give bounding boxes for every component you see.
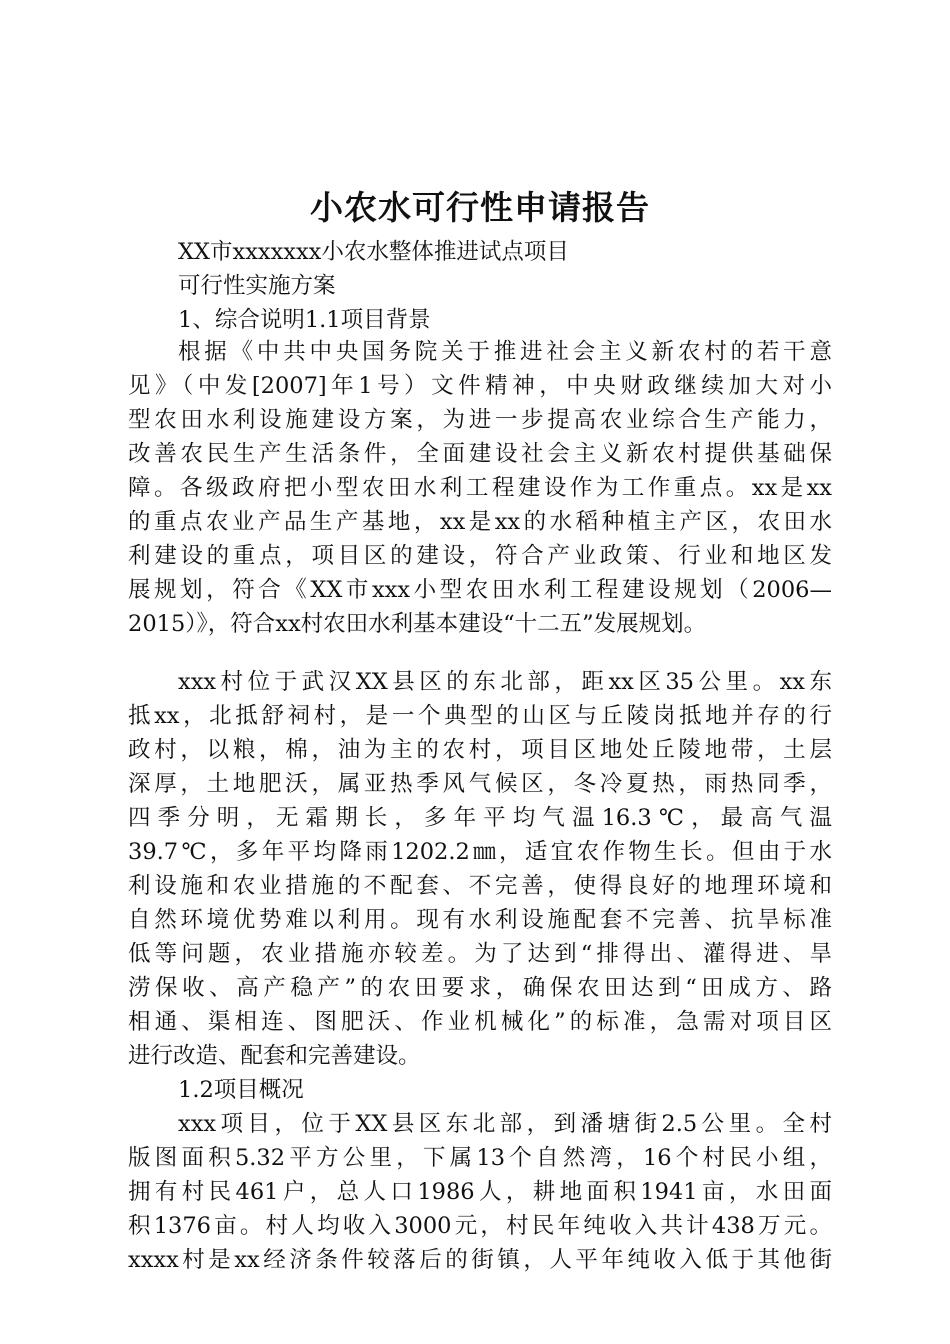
paragraph-line: 版图面积5.32平方公里，下属13个自然湾，16个村民小组， (128, 1145, 832, 1171)
paragraph-line: 的重点农业产品生产基地，xx是xx的水稻种植主产区，农田水 (128, 509, 832, 535)
paragraph-line: 展规划，符合《XX市xxx小型农田水利工程建设规划（2006— (128, 577, 832, 603)
paragraph-line: 根据《中共中央国务院关于推进社会主义新农村的若干意 (178, 339, 832, 365)
paragraph-line: 型农田水利设施建设方案，为进一步提高农业综合生产能力， (128, 407, 832, 433)
paragraph-line: 利设施和农业措施的不配套、不完善，使得良好的地理环境和 (128, 873, 832, 899)
paragraph-line: 见》（中发[2007]年1号）文件精神，中央财政继续加大对小 (128, 373, 832, 399)
paragraph-line: 39.7℃，多年平均降雨1202.2㎜，适宜农作物生长。但由于水 (128, 839, 832, 865)
paragraph-line: 自然环境优势难以利用。现有水利设施配套不完善、抗旱标准 (128, 907, 832, 933)
paragraph-line: 2015）》，符合xx村农田水利基本建设“十二五”发展规划。 (128, 611, 707, 637)
section-heading-1-2: 1.2项目概况 (178, 1077, 304, 1103)
paragraph-line: 障。各级政府把小型农田水利工程建设作为工作重点。xx是xx (128, 475, 832, 501)
paragraph-line: xxxx村是xx经济条件较落后的街镇，人平年纯收入低于其他街 (128, 1247, 832, 1273)
paragraph-line: 进行改造、配套和完善建设。 (128, 1043, 421, 1069)
paragraph-line: 利建设的重点，项目区的建设，符合产业政策、行业和地区发 (128, 543, 832, 569)
paragraph-line: 改善农民生产生活条件，全面建设社会主义新农村提供基础保 (128, 441, 832, 467)
paragraph-line: xxx项目，位于XX县区东北部，到潘塘街2.5公里。全村 (178, 1111, 832, 1137)
paragraph-line: 相通、渠相连、图肥沃、作业机械化”的标准，急需对项目区 (128, 1009, 832, 1035)
paragraph-line: 政村，以粮，棉，油为主的农村，项目区地处丘陵地带，土层 (128, 737, 832, 763)
paragraph-line: 低等问题，农业措施亦较差。为了达到“排得出、灌得进、旱 (128, 941, 832, 967)
section-heading-1-1: 1、综合说明1.1项目背景 (178, 307, 431, 333)
paragraph-line: 涝保收、高产稳产”的农田要求，确保农田达到“田成方、路 (128, 975, 832, 1001)
paragraph-line: 拥有村民461户，总人口1986人，耕地面积1941亩，水田面 (128, 1179, 832, 1205)
subtitle-project-name: XX市xxxxxxx小农水整体推进试点项目 (178, 239, 569, 265)
paragraph-line: 积1376亩。村人均收入3000元，村民年纯收入共计438万元。 (128, 1213, 832, 1239)
paragraph-line: 四季分明，无霜期长，多年平均气温16.3℃，最高气温 (128, 805, 832, 831)
paragraph-line: 深厚，土地肥沃，属亚热季风气候区，冬冷夏热，雨热同季， (128, 771, 832, 797)
paragraph-line: xxx村位于武汉XX县区的东北部，距xx区35公里。xx东 (178, 669, 832, 695)
paragraph-line: 抵xx，北抵舒祠村，是一个典型的山区与丘陵岗抵地并存的行 (128, 703, 832, 729)
document-title: 小农水可行性申请报告 (310, 188, 650, 227)
subtitle-plan: 可行性实施方案 (178, 273, 336, 299)
